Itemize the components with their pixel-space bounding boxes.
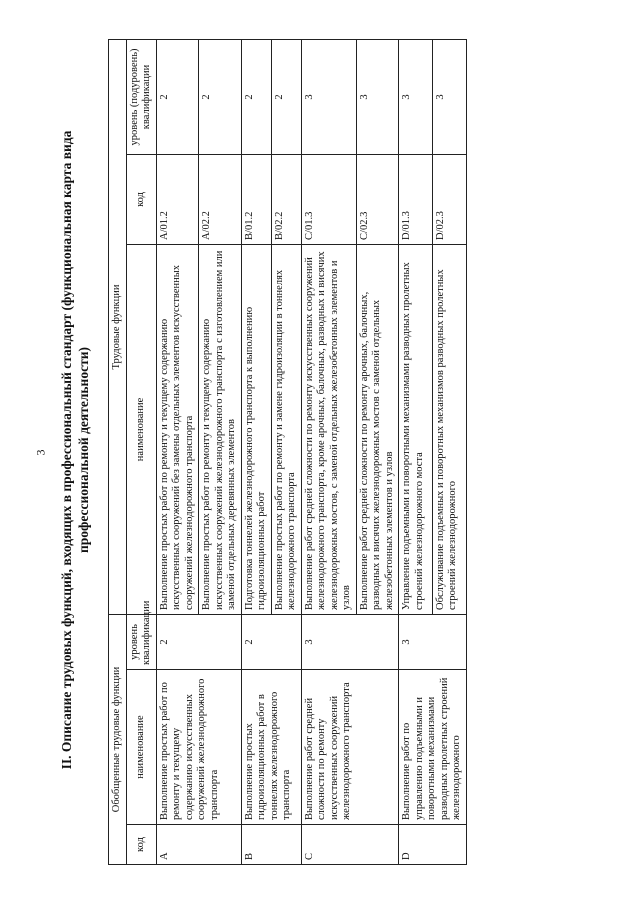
- function-name: Обслуживание подъемных и поворотных механизмов разводных пролетных строений железнодорожного: [432, 244, 466, 614]
- function-code: B/02.2: [271, 154, 301, 244]
- function-level: 3: [399, 39, 433, 154]
- row-name: Выполнение простых гидроизоляционных работ в тоннелях железнодорожного транспорта: [241, 670, 301, 825]
- row-level: 2: [241, 614, 301, 669]
- header-generalized: Обобщенные трудовые функции: [109, 614, 127, 864]
- function-level: 2: [156, 39, 199, 154]
- header-row-2: [126, 39, 156, 864]
- function-code: C/02.3: [356, 154, 399, 244]
- function-code: B/01.2: [241, 154, 271, 244]
- header-labor: Трудовые функции: [109, 39, 127, 614]
- function-code: D/01.3: [399, 154, 433, 244]
- function-level: 2: [199, 39, 242, 154]
- header-sublevel: уровень (подуровень) квалификации: [126, 39, 156, 154]
- row-code: A: [156, 825, 241, 865]
- function-level: 3: [301, 39, 356, 154]
- function-name: Выполнение простых работ по ремонту и текущему содержанию искусственных сооружений без замены отдельных элементов искусственных сооружений железнодорожного транспорта: [156, 244, 199, 614]
- function-code: A/01.2: [156, 154, 199, 244]
- functional-map-table: [108, 39, 467, 865]
- function-code: C/01.3: [301, 154, 356, 244]
- table-row: [241, 39, 271, 864]
- page-number: 3: [33, 449, 48, 456]
- row-code: D: [399, 825, 467, 865]
- function-level: 3: [356, 39, 399, 154]
- row-name: Выполнение работ по управлению подъемными и поворотными механизмами разводных пролетных строений железнодорожного: [399, 670, 467, 825]
- header-code: код: [126, 825, 156, 865]
- row-level: 3: [399, 614, 467, 669]
- row-code: C: [301, 825, 399, 865]
- function-name: Выполнение работ средней сложности по ремонту арочных, балочных, разводных и висячих железнодорожных мостов с заменой отдельных железобетонных элементов и узлов: [356, 244, 399, 614]
- header-row-1: [109, 39, 127, 864]
- heading-line-2: профессиональной деятельности): [76, 347, 91, 553]
- row-level: 2: [156, 614, 241, 669]
- header-labor-code: код: [126, 154, 156, 244]
- row-level: 3: [301, 614, 399, 669]
- function-code: A/02.2: [199, 154, 242, 244]
- function-name: Выполнение работ средней сложности по ремонту искусственных сооружений железнодорожного транспорта, кроме арочных, балочных, разводных и висячих железнодорожных мостов, с заменой отдельных железобетонных элементов и узлов: [301, 244, 356, 614]
- function-code: D/02.3: [432, 154, 466, 244]
- function-name: Выполнение простых работ по ремонту и замене гидроизоляции в тоннелях железнодорожного транспорта: [271, 244, 301, 614]
- row-name: Выполнение работ средней сложности по ремонту искусственных сооружений железнодорожного транспорта: [301, 670, 399, 825]
- header-qual-level: уровень квалификации: [126, 614, 156, 669]
- heading-line-1: II. Описание трудовых функций, входящих в профессиональный стандарт (функциональная карта вида: [59, 130, 74, 770]
- function-name: Подготовка тоннелей железнодорожного транспорта к выполнению гидроизоляционных работ: [241, 244, 271, 614]
- row-code: B: [241, 825, 301, 865]
- table-row: [301, 39, 356, 864]
- function-level: 3: [432, 39, 466, 154]
- function-name: Управление подъемными и поворотными механизмами разводных пролетных строений железнодорожного моста: [399, 244, 433, 614]
- function-level: 2: [271, 39, 301, 154]
- function-name: Выполнение простых работ по ремонту и текущему содержанию искусственных сооружений железнодорожного транспорта с изготовлением или заменой отдельных деревянных элементов: [199, 244, 242, 614]
- row-name: Выполнение простых работ по ремонту и текущему содержанию искусственных сооружений железнодорожного транспорта: [156, 670, 241, 825]
- table-row: [399, 39, 433, 864]
- function-level: 2: [241, 39, 271, 154]
- section-heading: [58, 70, 92, 830]
- header-name: наименование: [126, 670, 156, 825]
- header-labor-name: наименование: [126, 244, 156, 614]
- table-row: [156, 39, 199, 864]
